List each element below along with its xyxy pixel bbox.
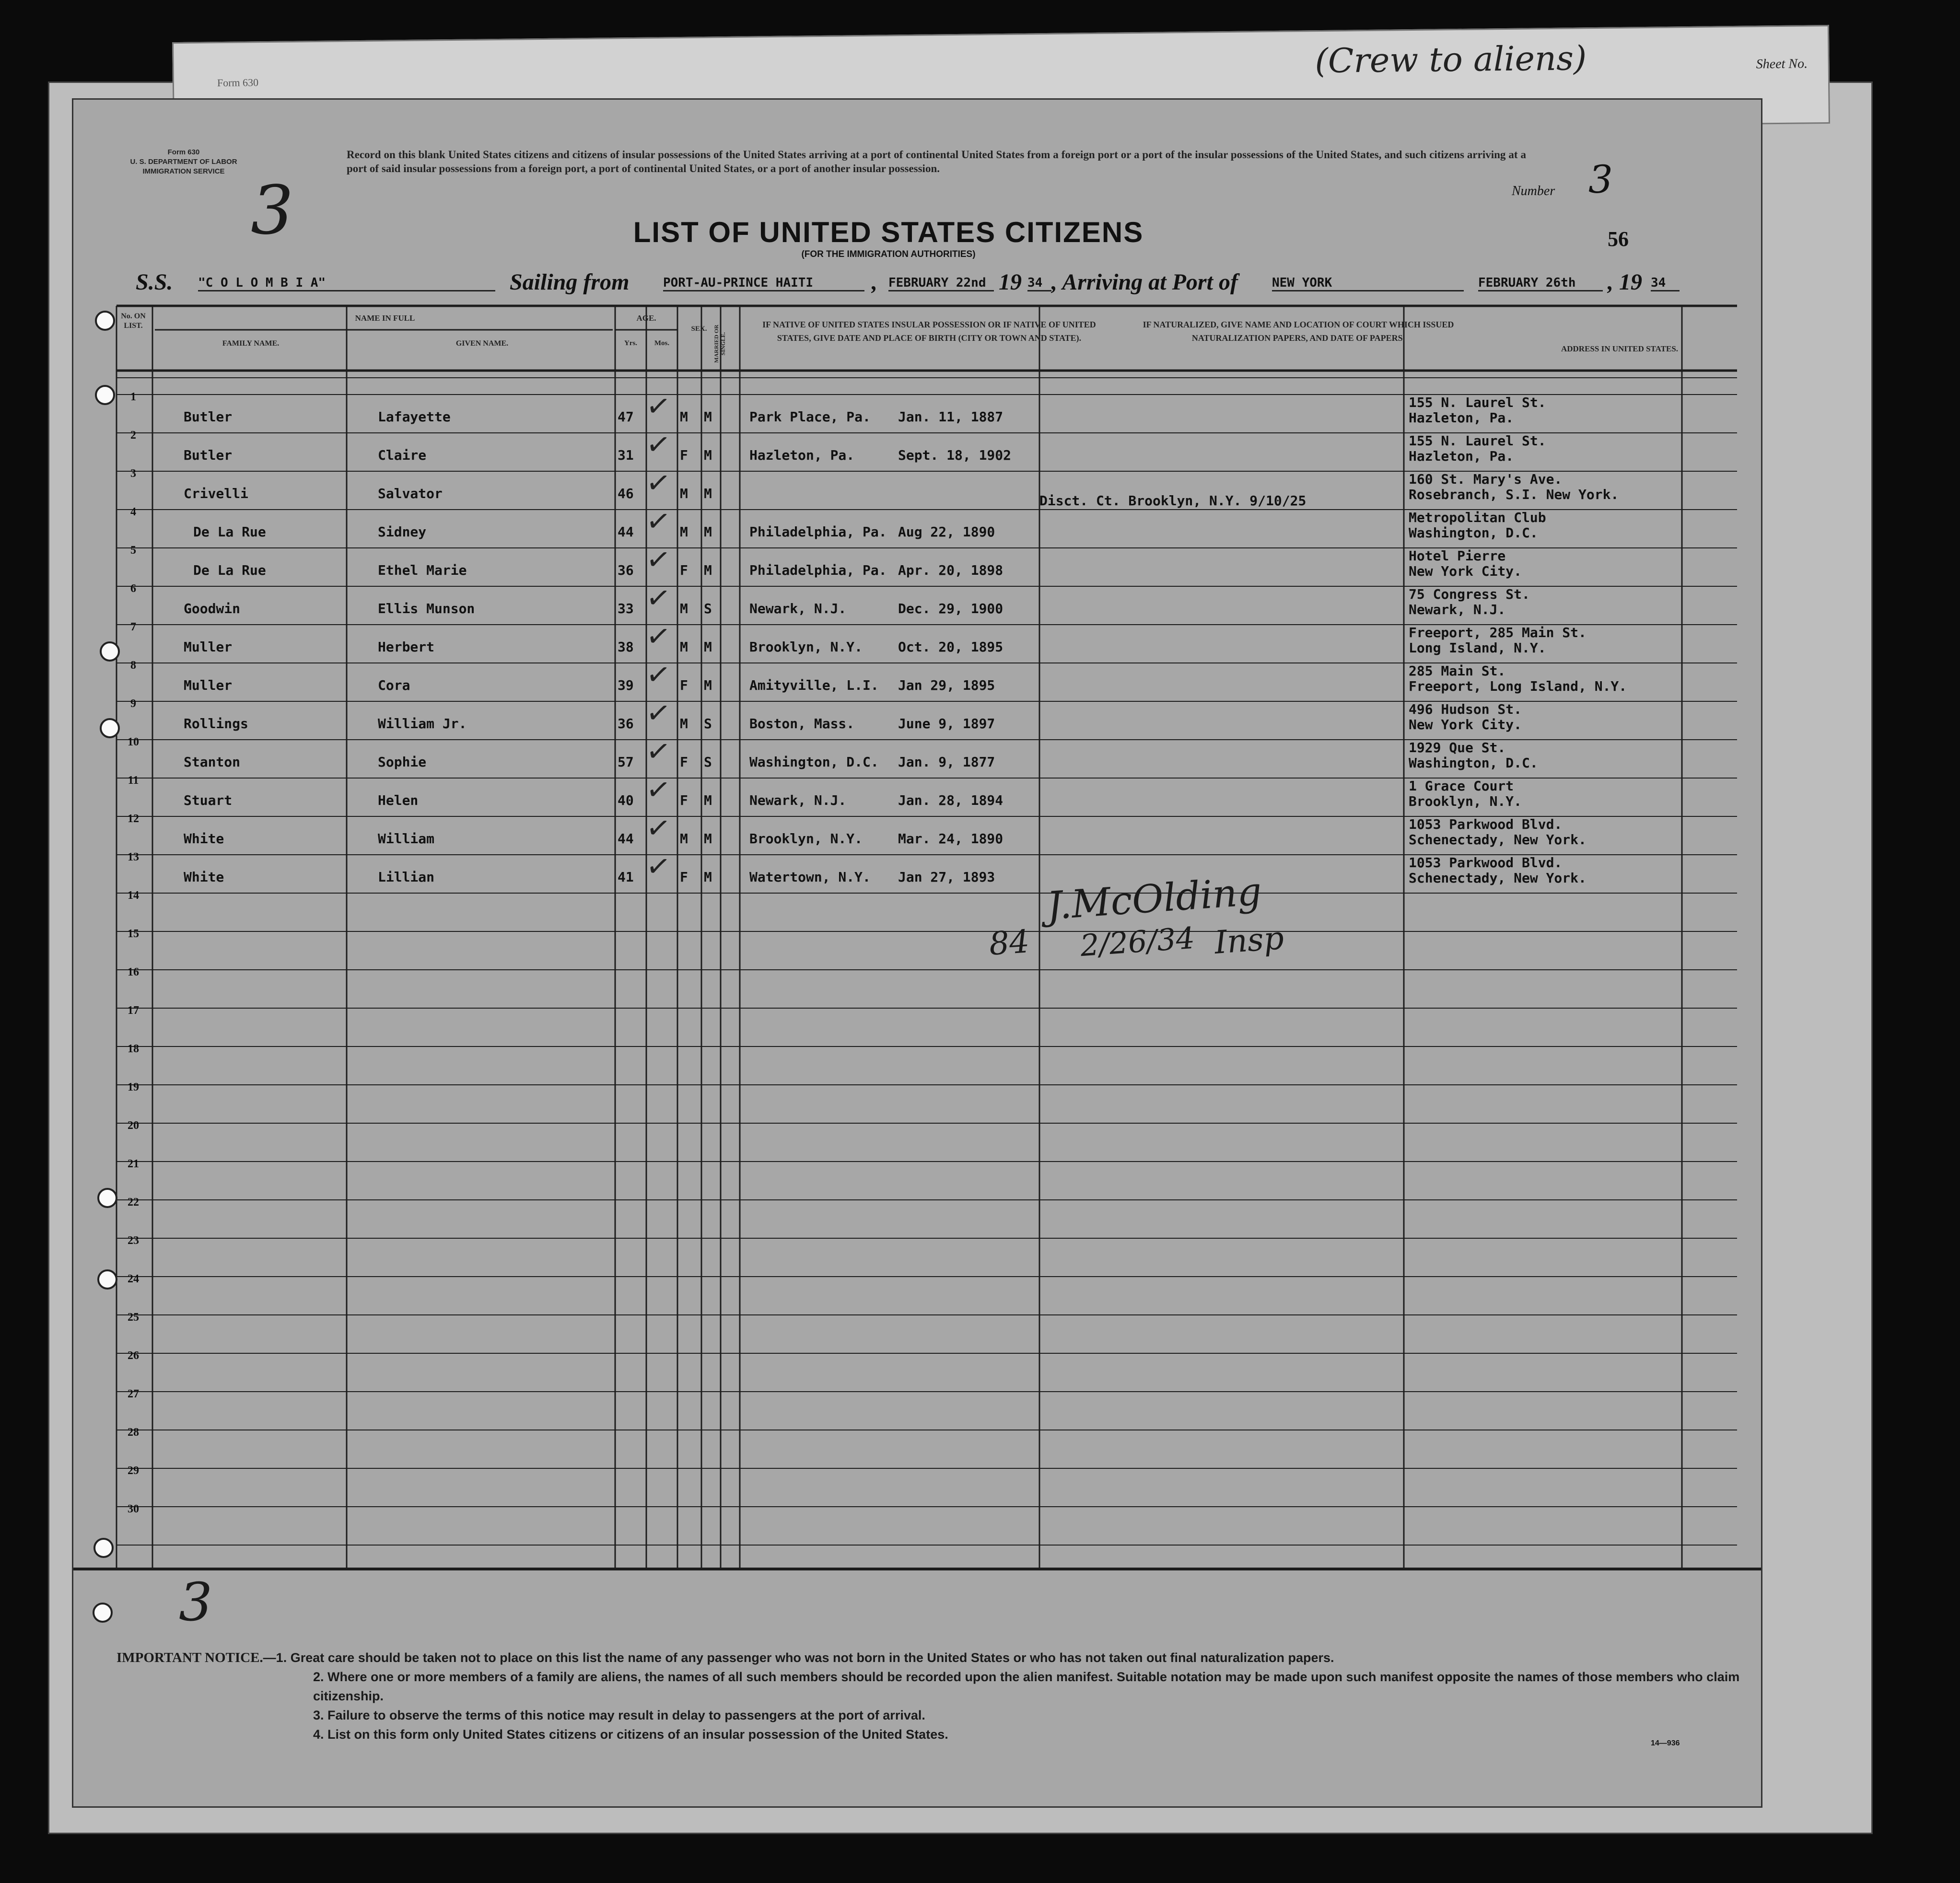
given-name-cell: Claire — [378, 447, 427, 463]
marital-status-cell: M — [704, 447, 712, 463]
address-line-1-cell: 285 Main St. — [1409, 663, 1506, 679]
col-no-on-list: No. ON LIST. — [121, 312, 146, 330]
number-label: Number — [1512, 184, 1555, 198]
notice-text-1: —1. Great care should be taken not to place on this list the name of any passenger who was not born in the United States or who has not taken out final naturalization papers. — [263, 1651, 1334, 1665]
arrival-date: FEBRUARY 26th — [1478, 276, 1603, 291]
age-years-cell: 46 — [618, 486, 634, 501]
row-number: 9 — [130, 697, 136, 710]
age-years-cell: 36 — [618, 716, 634, 732]
age-years-cell: 39 — [618, 677, 634, 693]
row-number: 24 — [128, 1273, 139, 1285]
given-name-cell: Salvator — [378, 486, 443, 501]
manifest-grid — [73, 100, 1761, 1806]
page-number: 56 — [1608, 227, 1629, 251]
sex-cell: F — [680, 447, 688, 463]
departure-date: FEBRUARY 22nd — [888, 276, 994, 291]
family-name-cell: De La Rue — [193, 562, 266, 578]
birth-place-cell: Washington, D.C. — [749, 754, 879, 770]
address-line-2-cell: Freeport, Long Island, N.Y. — [1409, 678, 1627, 694]
ss-label: S.S. — [136, 269, 173, 295]
check-mark-icon: ✓ — [644, 541, 673, 579]
row-number: 4 — [130, 506, 136, 518]
check-mark-icon: ✓ — [644, 810, 673, 847]
row-number: 2 — [130, 429, 136, 442]
address-line-1-cell: 1053 Parkwood Blvd. — [1409, 816, 1563, 832]
bottom-handwritten-number: 3 — [179, 1571, 212, 1633]
sex-cell: M — [680, 409, 688, 425]
given-name-cell: Ellis Munson — [378, 601, 475, 616]
check-mark-icon: ✓ — [644, 580, 673, 617]
sex-cell: F — [680, 792, 688, 808]
binder-hole — [93, 1603, 113, 1623]
sex-cell: M — [680, 486, 688, 501]
row-number: 15 — [128, 928, 139, 940]
family-name-cell: Goodwin — [184, 601, 241, 616]
row-number: 16 — [128, 966, 139, 978]
row-number: 18 — [128, 1043, 139, 1055]
address-line-2-cell: Washington, D.C. — [1409, 755, 1538, 771]
given-name-cell: Ethel Marie — [378, 562, 467, 578]
col-birth: IF NATIVE OF UNITED STATES INSULAR POSSESSION OR IF NATIVE OF UNITED STATES, GIVE DATE AND PLACE OF BIRTH (CITY OR TOWN AND STATE). — [762, 320, 1096, 343]
birth-date-cell: June 9, 1897 — [898, 716, 995, 732]
binder-hole — [95, 385, 115, 405]
instructions-text: Record on this blank United States citizens and citizens of insular possessions of the United States arriving at a port of continental United States from a foreign port or a port of the insular possessions of the United States, and such citizens arriving at a port of said insular possessions from a foreign port, a port of continental United States, or a port of another insular possession. — [347, 149, 1526, 174]
birth-date-cell: Jan. 11, 1887 — [898, 409, 1003, 425]
birth-place-cell: Park Place, Pa. — [749, 409, 871, 425]
birth-date-cell: Jan 27, 1893 — [898, 869, 995, 885]
row-number: 12 — [128, 813, 139, 825]
address-line-2-cell: Newark, N.J. — [1409, 602, 1506, 617]
sailing-label: Sailing from — [510, 269, 630, 295]
family-name-cell: White — [184, 869, 224, 885]
arrival-year: 34 — [1651, 276, 1680, 291]
marital-status-cell: M — [704, 409, 712, 425]
row-number: 20 — [128, 1119, 139, 1132]
naturalization-cell: Disct. Ct. Brooklyn, N.Y. 9/10/25 — [1039, 493, 1307, 509]
check-mark-icon: ✓ — [644, 388, 673, 425]
given-name-cell: Sidney — [378, 524, 427, 540]
notice-item-1 — [117, 1648, 1747, 1667]
check-mark-icon: ✓ — [644, 695, 673, 732]
row-number: 21 — [128, 1158, 139, 1170]
arrival-port: NEW YORK — [1272, 276, 1464, 291]
birth-date-cell: Mar. 24, 1890 — [898, 831, 1003, 847]
row-number: 1 — [130, 391, 136, 403]
birth-date-cell: Apr. 20, 1898 — [898, 562, 1003, 578]
check-mark-icon: ✓ — [644, 848, 673, 885]
inspector-signature: J.McOlding — [1045, 869, 1263, 929]
marital-status-cell: M — [704, 869, 712, 885]
row-number: 7 — [130, 621, 136, 633]
age-years-cell: 57 — [618, 754, 634, 770]
signature-prefix: 84 — [988, 923, 1031, 963]
col-address: ADDRESS IN UNITED STATES. — [1561, 344, 1679, 353]
marital-status-cell: S — [704, 754, 712, 770]
row-number: 25 — [128, 1311, 139, 1324]
family-name-cell: Muller — [184, 639, 233, 655]
check-mark-icon: ✓ — [644, 426, 673, 464]
row-number: 23 — [128, 1234, 139, 1247]
family-name-cell: Crivelli — [184, 486, 248, 501]
address-line-1-cell: 160 St. Mary's Ave. — [1409, 471, 1563, 487]
service-name: IMMIGRATION SERVICE — [142, 167, 225, 175]
year-prefix: 19 — [999, 269, 1022, 295]
given-name-cell: Herbert — [378, 639, 435, 655]
form-label: Form 630 — [167, 148, 200, 156]
row-number: 29 — [128, 1465, 139, 1477]
age-years-cell: 38 — [618, 639, 634, 655]
address-line-2-cell: Rosebranch, S.I. New York. — [1409, 487, 1619, 502]
row-number: 6 — [130, 582, 136, 595]
address-line-1-cell: 155 N. Laurel St. — [1409, 395, 1546, 410]
departure-port: PORT-AU-PRINCE HAITI — [663, 276, 864, 291]
age-years-cell: 36 — [618, 562, 634, 578]
binder-hole — [97, 1188, 117, 1208]
birth-date-cell: Jan 29, 1895 — [898, 677, 995, 693]
marital-status-cell: M — [704, 677, 712, 693]
back-form-id: Form 630 — [217, 76, 259, 89]
row-number: 28 — [128, 1426, 139, 1439]
col-age-yrs: Yrs. — [624, 339, 638, 347]
birth-place-cell: Amityville, L.I. — [749, 677, 879, 693]
arriving-label: , Arriving at Port of — [1051, 269, 1238, 295]
address-line-1-cell: 1053 Parkwood Blvd. — [1409, 855, 1563, 871]
address-line-1-cell: 75 Congress St. — [1409, 586, 1530, 602]
given-name-cell: William — [378, 831, 435, 847]
notice-item-4: 4. List on this form only United States citizens or citizens of an insular possession of the United States. — [313, 1727, 948, 1742]
marital-status-cell: M — [704, 831, 712, 847]
birth-place-cell: Newark, N.J. — [749, 792, 847, 808]
given-name-cell: Helen — [378, 792, 419, 808]
marital-status-cell: M — [704, 639, 712, 655]
comma: , — [872, 269, 877, 295]
address-line-1-cell: Hotel Pierre — [1409, 548, 1506, 564]
sex-cell: M — [680, 716, 688, 732]
given-name-cell: Lafayette — [378, 409, 451, 425]
address-line-2-cell: Long Island, N.Y. — [1409, 640, 1546, 656]
ship-name: "C O L O M B I A" — [198, 276, 495, 291]
address-line-1-cell: 1929 Que St. — [1409, 740, 1506, 756]
address-line-2-cell: Hazleton, Pa. — [1409, 410, 1514, 426]
sex-cell: M — [680, 524, 688, 540]
birth-place-cell: Brooklyn, N.Y. — [749, 831, 863, 847]
birth-place-cell: Watertown, N.Y. — [749, 869, 871, 885]
binder-hole — [100, 718, 120, 738]
row-number: 14 — [128, 889, 139, 902]
birth-date-cell: Sept. 18, 1902 — [898, 447, 1012, 463]
age-years-cell: 31 — [618, 447, 634, 463]
binder-hole — [95, 311, 115, 331]
col-age: AGE. — [636, 314, 656, 323]
signature-suffix: Insp — [1213, 919, 1285, 961]
family-name-cell: Butler — [184, 409, 233, 425]
row-number: 17 — [128, 1004, 139, 1017]
birth-place-cell: Newark, N.J. — [749, 601, 847, 616]
marital-status-cell: M — [704, 524, 712, 540]
row-number: 13 — [128, 851, 139, 863]
row-number: 22 — [128, 1196, 139, 1209]
row-number: 30 — [128, 1503, 139, 1515]
row-number: 5 — [130, 544, 136, 557]
binder-hole — [97, 1269, 117, 1290]
family-name-cell: Rollings — [184, 716, 248, 732]
birth-date-cell: Jan. 28, 1894 — [898, 792, 1003, 808]
age-years-cell: 47 — [618, 409, 634, 425]
col-given-name: GIVEN NAME. — [455, 339, 509, 348]
binder-hole — [100, 641, 120, 662]
age-years-cell: 44 — [618, 524, 634, 540]
sex-cell: M — [680, 639, 688, 655]
marital-status-cell: S — [704, 716, 712, 732]
col-family-name: FAMILY NAME. — [222, 339, 280, 348]
row-number: 26 — [128, 1349, 139, 1362]
birth-place-cell: Philadelphia, Pa. — [749, 524, 887, 540]
address-line-1-cell: 1 Grace Court — [1409, 778, 1514, 794]
family-name-cell: De La Rue — [193, 524, 266, 540]
family-name-cell: Muller — [184, 677, 233, 693]
check-mark-icon: ✓ — [644, 733, 673, 770]
notice-item-3: 3. Failure to observe the terms of this notice may result in delay to passengers at the port of arrival. — [313, 1708, 925, 1722]
marital-status-cell: S — [704, 601, 712, 616]
departure-year: 34 — [1027, 276, 1051, 291]
birth-place-cell: Brooklyn, N.Y. — [749, 639, 863, 655]
family-name-cell: White — [184, 831, 224, 847]
birth-place-cell: Philadelphia, Pa. — [749, 562, 887, 578]
manifest-sheet — [72, 98, 1762, 1808]
birth-date-cell: Jan. 9, 1877 — [898, 754, 995, 770]
department-name: U. S. DEPARTMENT OF LABOR — [130, 158, 237, 166]
marital-status-cell: M — [704, 792, 712, 808]
given-name-cell: Cora — [378, 677, 410, 693]
row-number: 19 — [128, 1081, 139, 1093]
sex-cell: M — [680, 831, 688, 847]
check-mark-icon: ✓ — [644, 503, 673, 540]
marital-status-cell: M — [704, 486, 712, 501]
family-name-cell: Stanton — [184, 754, 241, 770]
birth-date-cell: Aug 22, 1890 — [898, 524, 995, 540]
family-name-cell: Butler — [184, 447, 233, 463]
crew-note-handwriting: (Crew to aliens) — [1315, 38, 1587, 81]
sex-cell: F — [680, 869, 688, 885]
check-mark-icon: ✓ — [644, 771, 673, 809]
address-line-2-cell: New York City. — [1409, 717, 1522, 732]
row-number: 27 — [128, 1388, 139, 1400]
col-naturalized: IF NATURALIZED, GIVE NAME AND LOCATION OF COURT WHICH ISSUED NATURALIZATION PAPERS, AND DATE OF PAPERS. — [1143, 320, 1454, 343]
binder-hole — [93, 1538, 114, 1558]
check-mark-icon: ✓ — [644, 656, 673, 694]
address-line-2-cell: Hazleton, Pa. — [1409, 448, 1514, 464]
sheet-no-label: Sheet No. — [1756, 56, 1808, 72]
number-value: 3 — [1588, 157, 1613, 202]
row-number: 10 — [128, 736, 139, 748]
sex-cell: M — [680, 601, 688, 616]
address-line-2-cell: Washington, D.C. — [1409, 525, 1538, 541]
form-code: 14—936 — [1651, 1739, 1680, 1747]
marital-status-cell: M — [704, 562, 712, 578]
address-line-1-cell: Metropolitan Club — [1409, 510, 1546, 525]
age-years-cell: 40 — [618, 792, 634, 808]
address-line-1-cell: Freeport, 285 Main St. — [1409, 625, 1587, 640]
address-line-2-cell: New York City. — [1409, 563, 1522, 579]
sex-cell: F — [680, 754, 688, 770]
col-married-single: MARRIED OR SINGLE. — [713, 325, 726, 363]
birth-place-cell: Hazleton, Pa. — [749, 447, 855, 463]
check-mark-icon: ✓ — [644, 465, 673, 502]
birth-date-cell: Oct. 20, 1895 — [898, 639, 1003, 655]
sex-cell: F — [680, 677, 688, 693]
birth-place-cell: Boston, Mass. — [749, 716, 855, 732]
sex-cell: F — [680, 562, 688, 578]
page-title: LIST OF UNITED STATES CITIZENS — [633, 216, 1144, 248]
col-name-in-full: NAME IN FULL — [355, 314, 415, 323]
age-years-cell: 44 — [618, 831, 634, 847]
col-age-mos: Mos. — [654, 339, 670, 347]
address-line-2-cell: Brooklyn, N.Y. — [1409, 793, 1522, 809]
notice-item-2: 2. Where one or more members of a family are aliens, the names of all such members should be recorded upon the alien manifest. Suitable notation may be made upon such manifest opposite the names of those members who claim citizenship. — [313, 1670, 1740, 1703]
address-line-1-cell: 496 Hudson St. — [1409, 701, 1522, 717]
given-name-cell: William Jr. — [378, 716, 467, 732]
row-number: 3 — [130, 467, 136, 480]
col-sex: SEX. — [691, 325, 707, 333]
important-notice — [117, 1648, 1747, 1744]
row-number: 11 — [128, 774, 139, 787]
given-name-cell: Sophie — [378, 754, 427, 770]
row-number: 8 — [130, 659, 136, 672]
address-line-2-cell: Schenectady, New York. — [1409, 832, 1587, 848]
given-name-cell: Lillian — [378, 869, 435, 885]
notice-lead: IMPORTANT NOTICE. — [117, 1650, 263, 1665]
page-subtitle: (FOR THE IMMIGRATION AUTHORITIES) — [801, 249, 976, 259]
year-prefix-2: , 19 — [1608, 269, 1642, 295]
age-years-cell: 33 — [618, 601, 634, 616]
handwritten-number: 3 — [251, 172, 294, 250]
signature-date: 2/26/34 — [1079, 920, 1196, 964]
age-years-cell: 41 — [618, 869, 634, 885]
birth-date-cell: Dec. 29, 1900 — [898, 601, 1003, 616]
address-line-1-cell: 155 N. Laurel St. — [1409, 433, 1546, 449]
family-name-cell: Stuart — [184, 792, 233, 808]
check-mark-icon: ✓ — [644, 618, 673, 655]
address-line-2-cell: Schenectady, New York. — [1409, 870, 1587, 886]
